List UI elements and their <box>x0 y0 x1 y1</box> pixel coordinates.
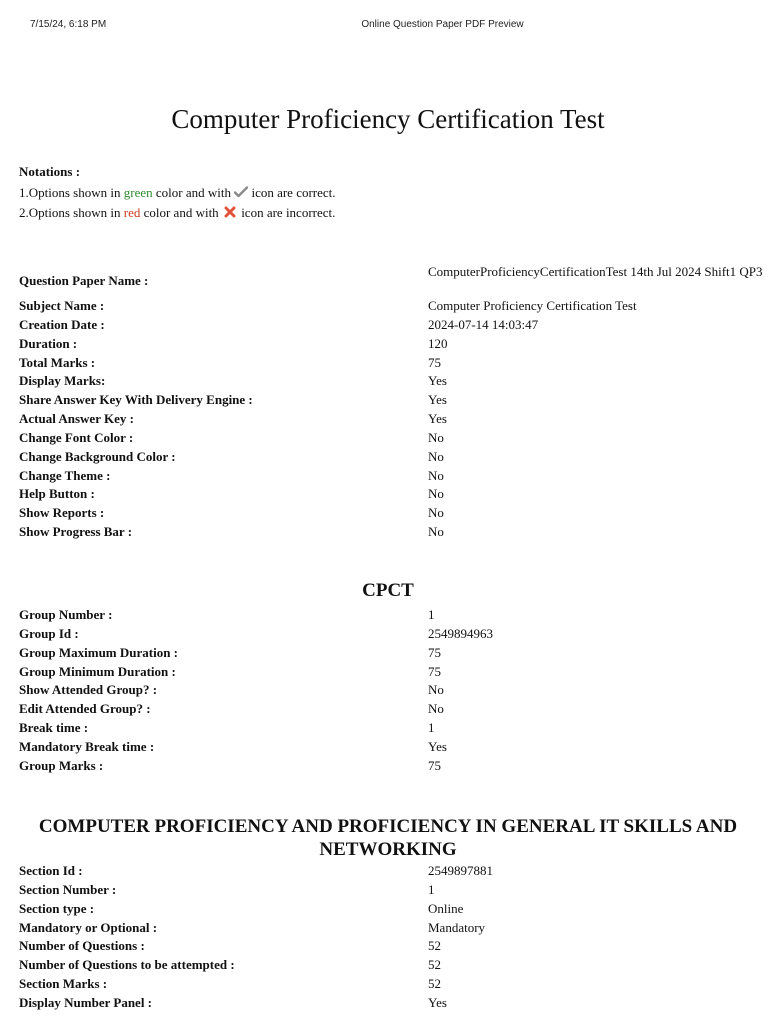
section-row <box>19 901 759 920</box>
section-label: Section Id : <box>19 863 83 878</box>
notation-incorrect <box>19 203 336 224</box>
info-label: Show Reports : <box>19 505 105 521</box>
group-heading: CPCT <box>362 580 414 601</box>
info-value: No <box>428 429 444 445</box>
section-value: 52 <box>428 976 441 992</box>
info-value: No <box>428 448 444 464</box>
section-label: Section type : <box>19 900 95 916</box>
question-paper-name-row <box>19 264 763 297</box>
info-label: Change Theme : <box>19 467 111 483</box>
info-label: Display Marks: <box>19 373 106 389</box>
cross-icon <box>224 206 236 218</box>
section-label: Number of Questions to be attempted : <box>19 957 235 973</box>
info-value: No <box>428 505 444 521</box>
info-label: Help Button : <box>19 486 95 502</box>
group-label: Group Number : <box>19 607 113 622</box>
group-value: 1 <box>428 720 435 736</box>
section-row <box>19 976 759 995</box>
info-label: Duration : <box>19 335 78 351</box>
group-row <box>19 701 759 720</box>
section-value: Yes <box>428 994 447 1010</box>
info-label: Total Marks : <box>19 354 96 370</box>
group-row <box>19 720 759 739</box>
info-value: Yes <box>428 392 447 408</box>
section-value: 52 <box>428 938 441 954</box>
group-label: Group Id : <box>19 625 79 641</box>
section-row <box>19 882 759 901</box>
info-label: Actual Answer Key : <box>19 411 134 427</box>
group-value: 1 <box>428 607 435 622</box>
question-paper-name-value: ComputerProficiencyCertificationTest 14th Jul 2024 Shift1 QP3 <box>428 264 763 279</box>
info-label: Creation Date : <box>19 316 105 332</box>
info-label: Show Progress Bar : <box>19 524 133 540</box>
section-label: Number of Questions : <box>19 938 145 954</box>
group-value: Yes <box>428 738 447 754</box>
info-row <box>19 468 759 487</box>
notation-red-word: red <box>123 205 141 220</box>
info-value: Yes <box>428 411 447 427</box>
page-title: Computer Proficiency Certification Test <box>171 104 605 134</box>
group-value: 75 <box>428 663 441 679</box>
section-label: Section Number : <box>19 881 117 897</box>
group-value: 2549894963 <box>428 625 493 641</box>
section-row <box>19 957 759 976</box>
section-row <box>19 995 759 1014</box>
info-value: 75 <box>428 354 441 370</box>
group-label: Edit Attended Group? : <box>19 701 151 717</box>
section-value: 1 <box>428 881 435 897</box>
group-label: Show Attended Group? : <box>19 682 158 698</box>
info-label: Change Background Color : <box>19 448 176 464</box>
notation-correct-mid: color and with <box>152 184 235 200</box>
group-value: No <box>428 701 444 717</box>
notations-heading: Notations : <box>19 164 81 179</box>
info-value: Yes <box>428 373 447 389</box>
group-row <box>19 626 759 645</box>
section-label: Section Marks : <box>19 976 108 992</box>
section-row <box>19 863 759 882</box>
info-value: Computer Proficiency Certification Test <box>428 298 637 313</box>
info-row <box>19 355 759 374</box>
group-row <box>19 739 759 758</box>
paper-info-table <box>19 298 759 543</box>
section-row <box>19 920 759 939</box>
group-row <box>19 607 759 626</box>
section-value: Mandatory <box>428 919 486 935</box>
section-info-table <box>19 863 759 1014</box>
info-value: 120 <box>428 335 448 351</box>
notation-correct <box>19 183 336 204</box>
section-heading: COMPUTER PROFICIENCY AND PROFICIENCY IN GENERAL IT SKILLS AND NETWORKING <box>38 816 738 860</box>
section-value: Online <box>428 900 464 916</box>
info-row <box>19 486 759 505</box>
section-value: 2549897881 <box>428 863 493 878</box>
group-label: Group Minimum Duration : <box>19 663 176 679</box>
question-paper-name-label: Question Paper Name : <box>19 273 149 288</box>
notation-correct-suffix: icon are correct. <box>248 184 336 200</box>
section-value: 52 <box>428 957 441 973</box>
info-value: No <box>428 486 444 502</box>
section-label: Display Number Panel : <box>19 994 153 1010</box>
section-row <box>19 938 759 957</box>
notation-incorrect-suffix: icon are incorrect. <box>237 205 336 220</box>
notation-correct-prefix: 1.Options shown in <box>19 184 124 200</box>
notations-block <box>19 162 336 224</box>
group-row <box>19 645 759 664</box>
info-row <box>19 411 759 430</box>
info-row <box>19 449 759 468</box>
section-label: Mandatory or Optional : <box>19 919 158 935</box>
info-row <box>19 336 759 355</box>
group-row <box>19 682 759 701</box>
group-row <box>19 664 759 683</box>
group-label: Mandatory Break time : <box>19 738 155 754</box>
info-value: No <box>428 524 444 540</box>
print-datetime: 7/15/24, 6:18 PM <box>30 19 107 30</box>
group-label: Break time : <box>19 720 89 736</box>
info-label: Change Font Color : <box>19 429 134 445</box>
info-row <box>19 524 759 543</box>
group-info-table <box>19 607 759 777</box>
group-label: Group Maximum Duration : <box>19 644 179 660</box>
info-row <box>19 392 759 411</box>
notation-green-word: green <box>123 184 153 200</box>
info-row <box>19 298 759 317</box>
info-label: Subject Name : <box>19 298 105 313</box>
info-value: 2024-07-14 14:03:47 <box>428 316 539 332</box>
group-label: Group Marks : <box>19 757 104 773</box>
info-value: No <box>428 467 444 483</box>
notation-incorrect-mid: color and with <box>140 205 222 220</box>
info-label: Share Answer Key With Delivery Engine : <box>19 392 253 408</box>
info-row <box>19 430 759 449</box>
group-value: No <box>428 682 444 698</box>
print-doc-title: Online Question Paper PDF Preview <box>361 19 524 30</box>
notation-incorrect-prefix: 2.Options shown in <box>19 205 124 220</box>
info-row <box>19 317 759 336</box>
group-value: 75 <box>428 644 441 660</box>
group-row <box>19 758 759 777</box>
checkmark-icon <box>234 186 248 198</box>
group-value: 75 <box>428 757 441 773</box>
info-row <box>19 505 759 524</box>
info-row <box>19 373 759 392</box>
